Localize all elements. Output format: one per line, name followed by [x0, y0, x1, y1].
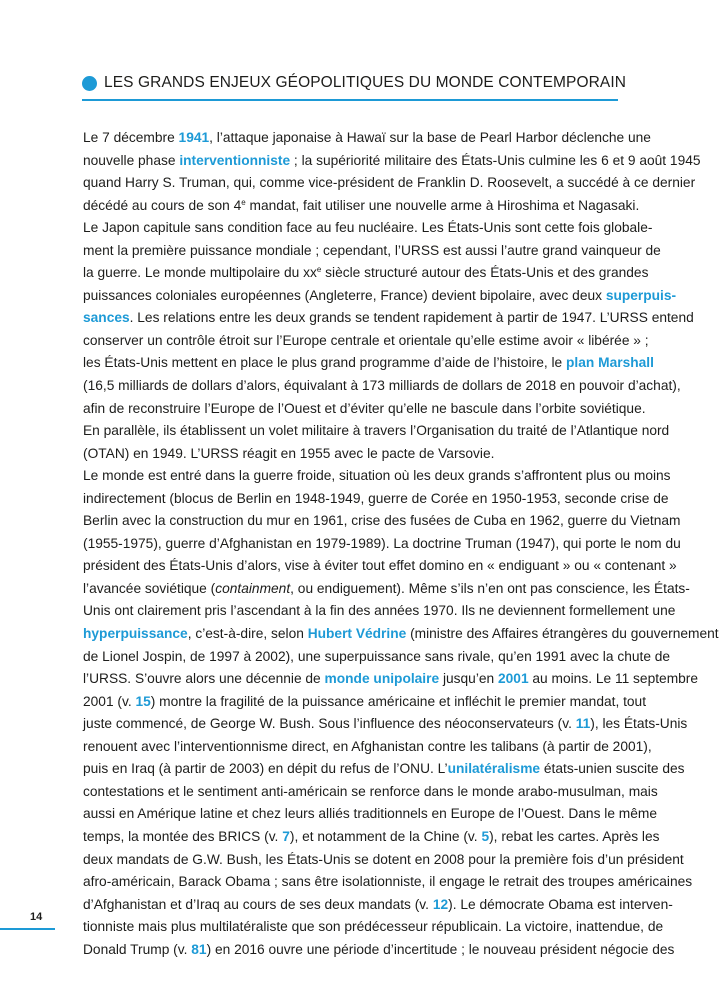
keyword: interventionniste	[179, 152, 291, 168]
text-segment: l’URSS. S’ouvre alors une décennie de	[83, 671, 325, 687]
text-segment: indirectement (blocus de Berlin en 1948-1949, guerre de Corée en 1950-1953, seconde crise de	[83, 490, 669, 506]
text-segment: décédé au cours de son 4	[83, 197, 242, 213]
text-line	[83, 826, 660, 849]
text-line	[83, 916, 664, 939]
text-line	[83, 510, 681, 533]
text-segment: la guerre. Le monde multipolaire du xx	[83, 265, 317, 281]
text-segment: afro-américain, Barack Obama ; sans être isolationniste, il engage le retrait des troupes américaines	[83, 874, 693, 890]
text-segment: juste commencé, de George W. Bush. Sous l’influence des néoconservateurs (v.	[83, 716, 576, 732]
text-line	[83, 871, 693, 894]
cross-reference: 5	[481, 828, 490, 844]
text-line	[83, 894, 673, 917]
text-line	[83, 217, 653, 240]
text-segment: conserver un contrôle étroit sur l’Europe centrale et orientale qu’elle estime avoir « libérée » ;	[83, 332, 649, 348]
text-line	[83, 713, 688, 736]
text-line	[83, 578, 690, 601]
text-line	[83, 533, 681, 556]
text-segment: ment la première puissance mondiale ; cependant, l’URSS est aussi l’autre grand vainqueur de	[83, 242, 661, 258]
text-segment: d’Afghanistan et d’Iraq au cours de ses deux mandats (v.	[83, 896, 433, 912]
cross-reference: 7	[282, 828, 290, 844]
italic-term: containment	[215, 580, 291, 596]
text-segment: , ou endiguement). Même s’ils n’en ont pas conscience, les États-	[290, 580, 690, 596]
text-segment: l’avancée soviétique (	[83, 580, 216, 596]
text-line	[83, 307, 694, 330]
text-segment: jusqu’en	[439, 671, 498, 687]
keyword: hyperpuissance	[83, 626, 188, 642]
page-number-rule	[0, 928, 55, 930]
page-number: 14	[30, 911, 43, 923]
text-segment: deux mandats de G.W. Bush, les États-Unis se dotent en 2008 pour la première fois d’un président	[83, 851, 684, 867]
text-segment: Le Japon capitule sans condition face au feu nucléaire. Les États-Unis sont cette fois globale-	[83, 220, 653, 236]
text-line	[83, 623, 719, 646]
keyword: 1941	[178, 130, 210, 145]
body-text	[83, 127, 719, 961]
text-line	[83, 646, 671, 669]
cross-reference: 11	[575, 716, 591, 732]
text-segment: , c’est-à-dire, selon	[187, 626, 308, 642]
cross-reference: 12	[432, 896, 449, 912]
text-line	[83, 285, 677, 308]
text-segment: ; la supériorité militaire des États-Unis culmine les 6 et 9 août 1945	[290, 152, 701, 168]
text-line	[83, 352, 654, 375]
text-segment: président des États-Unis d’alors, vise à éviter tout effet domino en « endiguant » ou « contenant »	[83, 558, 677, 574]
text-segment: ) en 2016 ouvre une période d’incertitude ; le nouveau président négocie des	[206, 941, 675, 957]
text-segment: (16,5 milliards de dollars d’alors, équivalant à 173 milliards de dollars de 2018 en pouvoir d’achat),	[83, 378, 681, 394]
text-segment: afin de reconstruire l’Europe de l’Ouest et d’éviter qu’elle ne bascule dans l’orbite soviétique.	[83, 400, 646, 416]
keyword: 2001	[498, 671, 529, 687]
text-segment: aussi en Amérique latine et chez leurs alliés traditionnels en Europe de l’Ouest. Dans le même	[83, 806, 657, 822]
text-segment: quand Harry S. Truman, qui, comme vice-président de Franklin D. Roosevelt, a succédé à ce dernier	[83, 175, 696, 191]
text-line	[83, 691, 647, 714]
keyword: unilatéralisme	[447, 761, 541, 777]
text-segment: ), et notamment de la Chine (v.	[289, 828, 482, 844]
text-line	[83, 195, 640, 218]
text-line	[83, 849, 684, 872]
text-segment: Le 7 décembre	[83, 130, 179, 145]
chapter-title: LES GRANDS ENJEUX GÉOPOLITIQUES DU MONDE CONTEMPORAIN	[104, 74, 627, 91]
cross-reference: 81	[191, 941, 207, 957]
text-segment: En parallèle, ils établissent un volet militaire à travers l’Organisation du traité de l’Atlantique nord	[83, 423, 670, 439]
text-line	[83, 465, 671, 488]
superscript: e	[241, 197, 246, 207]
text-line	[83, 127, 651, 150]
text-segment: Berlin avec la construction du mur en 1961, crise des fusées de Cuba en 1962, guerre du Vietnam	[83, 513, 681, 529]
text-line	[83, 668, 699, 691]
text-segment: les États-Unis mettent en place le plus grand programme d’aide de l’histoire, le	[83, 355, 567, 371]
text-segment: puis en Iraq (à partir de 2003) en dépit du refus de l’ONU. L’	[83, 761, 448, 777]
text-line	[83, 736, 652, 759]
text-segment: 2001 (v.	[83, 693, 136, 709]
text-line	[83, 488, 669, 511]
text-segment: de Lionel Jospin, de 1997 à 2002), une superpuissance sans rivale, qu’en 1991 avec la chute de	[83, 648, 671, 664]
text-segment: ), rebat les cartes. Après les	[489, 828, 660, 844]
text-segment: (OTAN) en 1949. L’URSS réagit en 1955 avec le pacte de Varsovie.	[83, 445, 495, 461]
text-segment: Unis ont clairement pris l’ascendant à la fin des années 1970. Ils ne deviennent formellement une	[83, 603, 676, 619]
text-line	[83, 939, 675, 962]
keyword: sances	[83, 310, 130, 326]
text-segment: ). Le démocrate Obama est interven-	[448, 896, 673, 912]
text-segment: états-unien suscite des	[540, 761, 685, 777]
header-rule	[82, 99, 618, 101]
text-line	[83, 443, 618, 466]
text-segment: nouvelle phase	[83, 152, 180, 168]
text-line	[83, 758, 685, 781]
text-line	[83, 330, 649, 353]
keyword: monde unipolaire	[324, 671, 440, 687]
text-segment: Donald Trump (v.	[83, 941, 192, 957]
text-segment: Le monde est entré dans la guerre froide, situation où les deux grands s’affrontent plus ou moins	[83, 468, 671, 484]
text-segment: puissances coloniales européennes (Angleterre, France) devient bipolaire, avec deux	[83, 287, 606, 303]
text-segment: renouent avec l’interventionnisme direct, en Afghanistan contre les talibans (à partir de 2001),	[83, 738, 652, 754]
text-segment: au moins. Le 11 septembre	[528, 671, 699, 687]
superscript: e	[316, 265, 322, 275]
text-line	[83, 781, 658, 804]
text-segment: mandat, fait utiliser une nouvelle arme à Hiroshima et Nagasaki.	[245, 197, 640, 213]
cross-reference: 15	[135, 693, 151, 709]
chapter-header	[82, 66, 627, 102]
text-line	[83, 398, 646, 421]
text-segment: , l’attaque japonaise à Hawaï sur la base de Pearl Harbor déclenche une	[209, 130, 651, 145]
text-segment: ), les États-Unis	[590, 716, 688, 732]
text-segment: (ministre des Affaires étrangères du gouvernement	[406, 626, 719, 642]
text-line	[83, 600, 676, 623]
text-line	[83, 240, 661, 263]
text-line	[83, 803, 657, 826]
keyword: Hubert Védrine	[307, 626, 407, 642]
text-line	[83, 555, 677, 578]
text-segment: (1955-1975), guerre d’Afghanistan en 1979-1989). La doctrine Truman (1947), qui porte le nom du	[83, 535, 681, 551]
text-line	[83, 262, 649, 285]
text-line	[83, 150, 701, 173]
keyword: plan Marshall	[566, 355, 654, 371]
keyword: superpuis-	[605, 287, 677, 303]
text-segment: contestations et le sentiment anti-américain se renforce dans le monde arabo-musulman, mais	[83, 783, 658, 799]
text-line	[83, 172, 696, 195]
text-segment: siècle structuré autour des États-Unis et des grandes	[321, 265, 649, 281]
text-line	[83, 420, 670, 443]
bullet-dot-icon	[82, 76, 97, 91]
text-segment: temps, la montée des BRICS (v.	[83, 828, 283, 844]
text-segment: tionniste mais plus multilatéraliste que son prédécesseur républicain. La victoire, inattendue, de	[83, 919, 664, 935]
text-segment: . Les relations entre les deux grands se tendent rapidement à partir de 1947. L’URSS entend	[129, 310, 694, 326]
text-segment: ) montre la fragilité de la puissance américaine et infléchit le premier mandat, tout	[150, 693, 647, 709]
text-line	[83, 375, 681, 398]
